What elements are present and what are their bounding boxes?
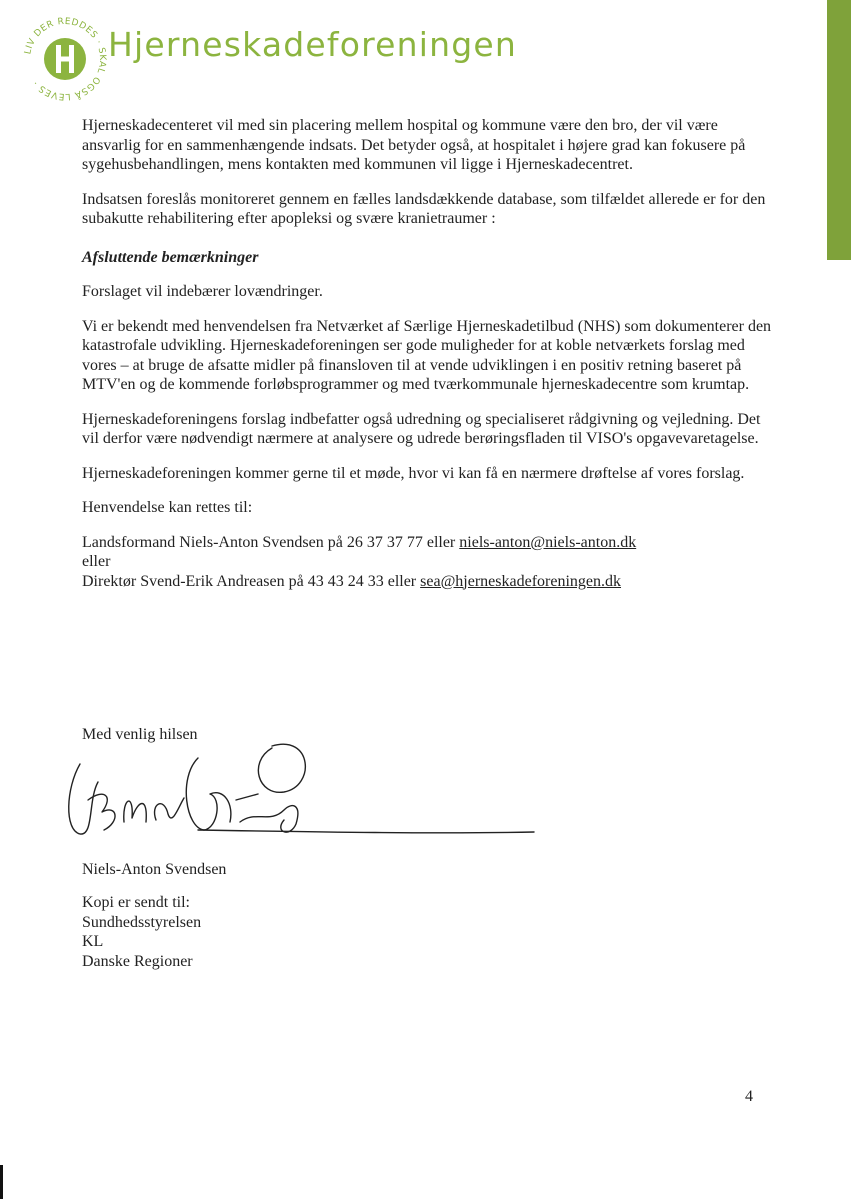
copy-recipient: Sundhedsstyrelsen [82, 913, 202, 931]
copy-list [82, 893, 201, 971]
email-link-director[interactable]: sea@hjerneskadeforeningen.dk [420, 572, 622, 590]
organization-logo-icon [22, 16, 108, 102]
section-heading: Afsluttende bemærkninger [82, 248, 259, 266]
organization-name: Hjerneskadeforeningen [108, 25, 518, 64]
contact-chairman-text: Landsformand Niels-Anton Svendsen på 26 37 37 77 eller [82, 533, 460, 551]
contact-or: eller [82, 553, 111, 570]
green-edge-bar [827, 0, 851, 260]
copy-recipient: KL [82, 933, 104, 950]
contact-line-director [82, 572, 772, 592]
paragraph-meeting: Hjerneskadeforeningen kommer gerne til et møde, hvor vi kan få en nærmere drøftelse af vores forslag. [82, 464, 745, 482]
paragraph-center-role: Hjerneskadecenteret vil med sin placering mellem hospital og kommune være den bro, der vil være ansvarlig for en sammenhængende indsats. Det betyder også, at hospitalet i højere grad kan fokusere på sygehusbehandlingen, mens kontakten med kommunen vil ligge i Hjerneskadecentret. [82, 117, 746, 173]
signer-name: Niels-Anton Svendsen [82, 861, 227, 878]
scan-edge-mark [0, 1165, 3, 1199]
contact-director-text: Direktør Svend-Erik Andreasen på 43 43 24 33 eller [82, 572, 421, 590]
paragraph-viso: Hjerneskadeforeningens forslag indbefatter også udredning og specialiseret rådgivning og vejledning. Det vil derfor være nødvendigt nærmere at analysere og udrede berøringsfladen til VISO's opgavevaretagelse. [82, 410, 761, 447]
page-number: 4 [745, 1088, 753, 1105]
paragraph-monitoring: Indsatsen foreslås monitoreret gennem en fælles landsdækkende database, som tilfældet allerede er for den subakutte rehabilitering efter apopleksi og svære kranietraumer : [82, 190, 766, 227]
paragraph-law-change: Forslaget vil indebærer lovændringer. [82, 283, 323, 300]
letter-body [82, 116, 772, 591]
handwritten-signature [58, 738, 548, 850]
copy-title: Kopi er sendt til: [82, 894, 190, 911]
email-link-chairman[interactable]: niels-anton@niels-anton.dk [459, 533, 637, 551]
paragraph-nhs: Vi er bekendt med henvendelsen fra Netværket af Særlige Hjerneskadetilbud (NHS) som dokumenterer den katastrofale udvikling. Hjerneskadeforeningen ser gode muligheder for at koble netværkets forslag med vores – at bruge de afsatte midler på finansloven til at vende udviklingen i en positiv retning baseret på MTV'en og de kommende forløbsprogrammer og med tværkommunale hjerneskadecentre som krumtap. [82, 317, 772, 393]
svg-text:LIV DER REDDES · SKAL OGSÅ LEV: LIV DER REDDES · SKAL OGSÅ LEVES · [23, 16, 108, 102]
contact-line-chairman [82, 533, 772, 553]
copy-recipient: Danske Regioner [82, 952, 193, 970]
closing-greeting: Med venlig hilsen [82, 726, 198, 743]
paragraph-contact-intro: Henvendelse kan rettes til: [82, 499, 253, 516]
